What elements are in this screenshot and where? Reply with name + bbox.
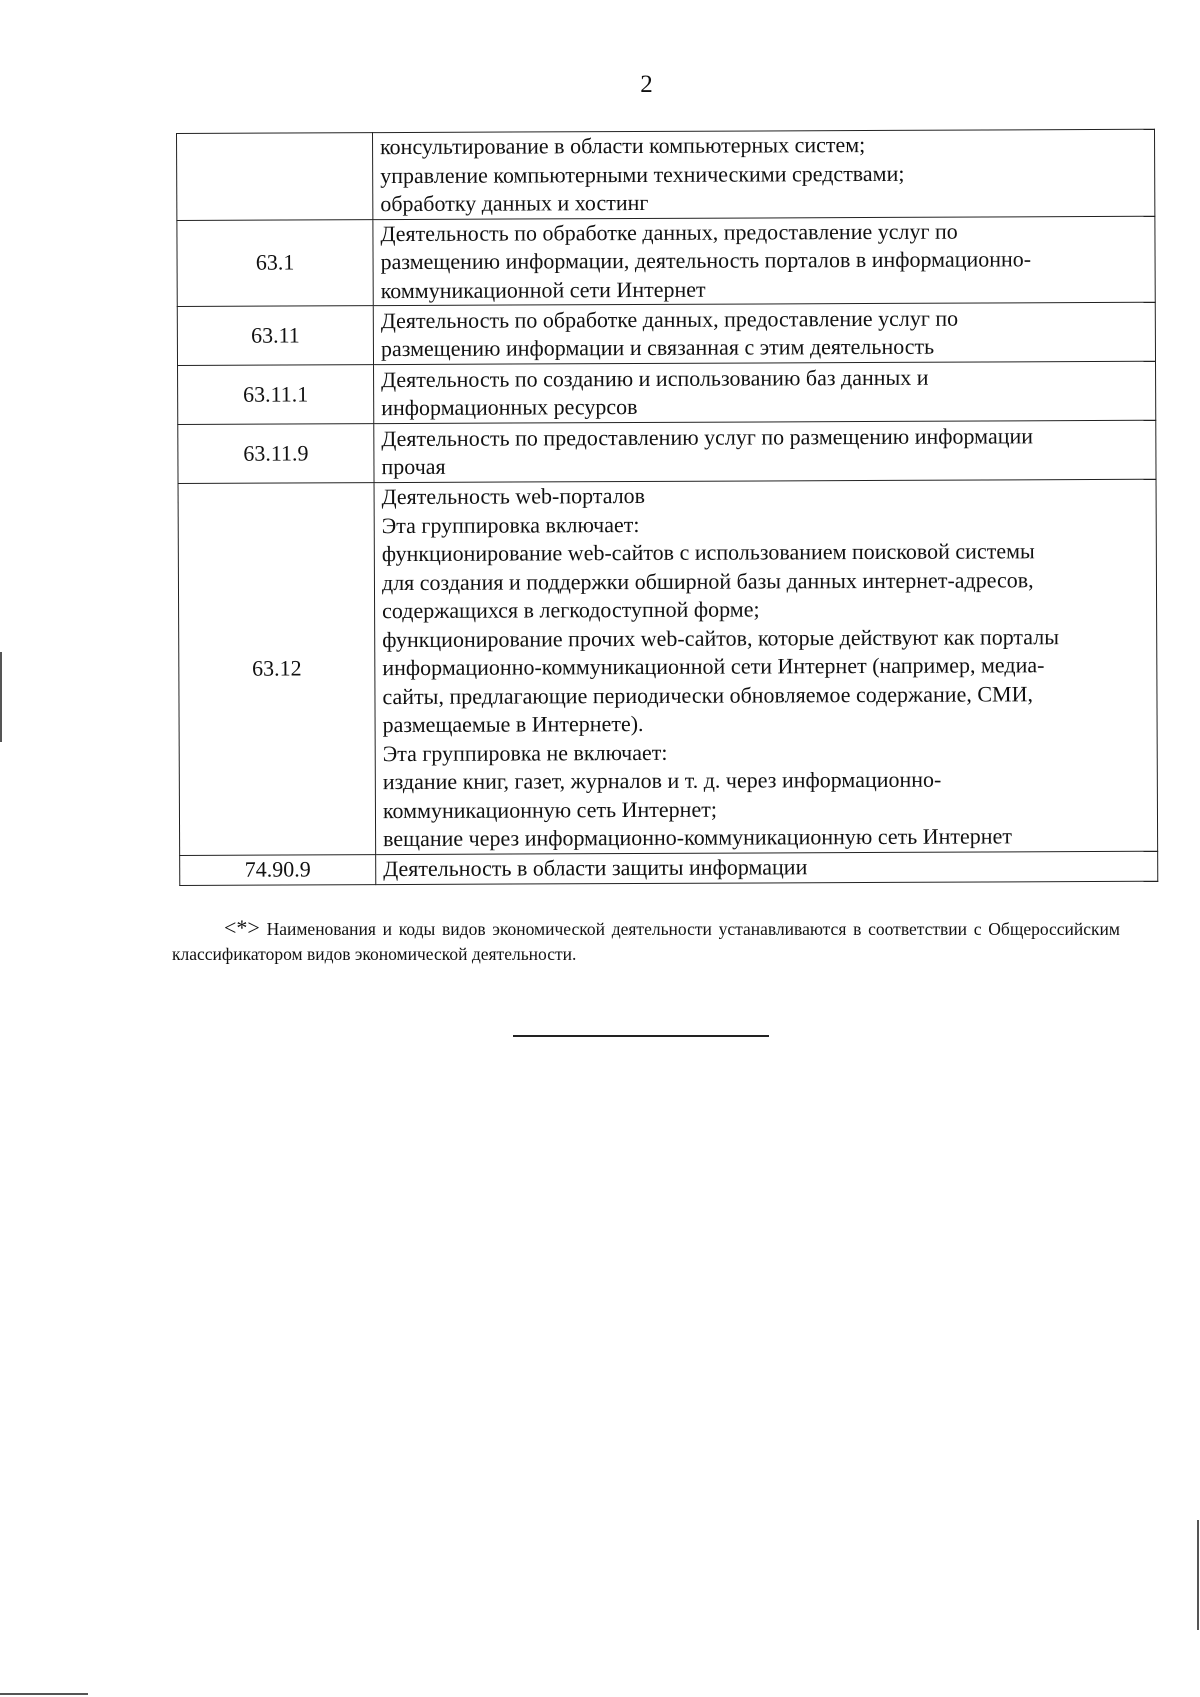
activity-description-cell [376,851,1158,884]
okved-code-cell [177,133,373,220]
description-line: Деятельность в области защиты информации [383,854,808,881]
activity-description-cell [374,420,1156,482]
description-line: обработку данных и хостинг [380,189,649,217]
okved-code-cell: 63.11 [177,306,373,366]
description-line: для создания и поддержки обширной базы данных интернет-адресов, [381,566,1034,595]
description-line: прочая [381,453,446,480]
description-line: Деятельность web-порталов [381,482,646,510]
footnote-text: Наименования и коды видов экономической деятельности устанавливаются в соответствии с Общероссийским классификатором видов экономической деятельности. [172,918,1120,964]
description-line: функционирование прочих web-сайтов, которые действуют как порталы [382,623,1060,652]
table-row [177,129,1155,220]
okved-code-cell: 63.11.9 [178,424,374,484]
description-line: сайты, предлагающие периодически обновляемое содержание, СМИ, [382,680,1033,709]
okved-code-cell: 63.12 [178,483,376,855]
activity-description-cell [373,216,1155,306]
scan-edge-mark-left [0,652,2,742]
page-number: 2 [640,71,653,98]
activity-description-cell [373,129,1155,219]
description-line: размещению информации, деятельность порталов в информационно- [380,246,1032,275]
description-line: размещению информации и связанная с этим деятельность [380,333,935,362]
description-line: коммуникационную сеть Интернет; [382,796,717,823]
table-row [178,479,1158,855]
description-line: информационных ресурсов [381,393,638,421]
description-line: консультирование в области компьютерных систем; [380,131,866,160]
end-of-document-rule [513,1035,769,1037]
scan-edge-mark-right [1197,1520,1199,1630]
table-row [178,420,1156,483]
okved-code-cell: 63.11.1 [178,365,374,425]
description-line: Деятельность по обработке данных, предоставление услуг по [380,305,959,333]
table-row [178,361,1156,424]
activity-codes-table [176,129,1158,886]
footnote-marker: <*> [224,914,260,940]
description-line: содержащихся в легкодоступной форме; [382,596,760,624]
okved-code-cell: 63.1 [177,219,373,306]
okved-code-cell: 74.90.9 [180,854,376,885]
activity-description-cell [373,302,1155,364]
description-line: Деятельность по предоставлению услуг по размещению информации [381,422,1034,451]
table-row [177,302,1155,365]
description-line: управление компьютерными техническими средствами; [380,160,905,188]
description-line: издание книг, газет, журналов и т. д. через информационно- [382,766,942,795]
description-line: Эта группировка включает: [381,511,640,538]
description-line: информационно-коммуникационной сети Интернет (например, медиа- [382,652,1045,681]
description-line: коммуникационной сети Интернет [380,276,706,303]
description-line: вещание через информационно-коммуникационную сеть Интернет [383,823,1012,852]
description-line: Деятельность по созданию и использованию баз данных и [381,364,929,392]
table-row [180,851,1158,885]
description-line: размещаемые в Интернете). [382,710,644,738]
activity-description-cell [374,479,1158,854]
scan-edge-mark-bottom [0,1693,88,1695]
footnote [172,915,1120,967]
description-line: Деятельность по обработке данных, предоставление услуг по [380,218,958,246]
activity-description-cell [374,361,1156,423]
description-line: функционирование web-сайтов с использованием поисковой системы [381,538,1035,567]
description-line: Эта группировка не включает: [382,739,668,766]
table-row [177,216,1155,307]
